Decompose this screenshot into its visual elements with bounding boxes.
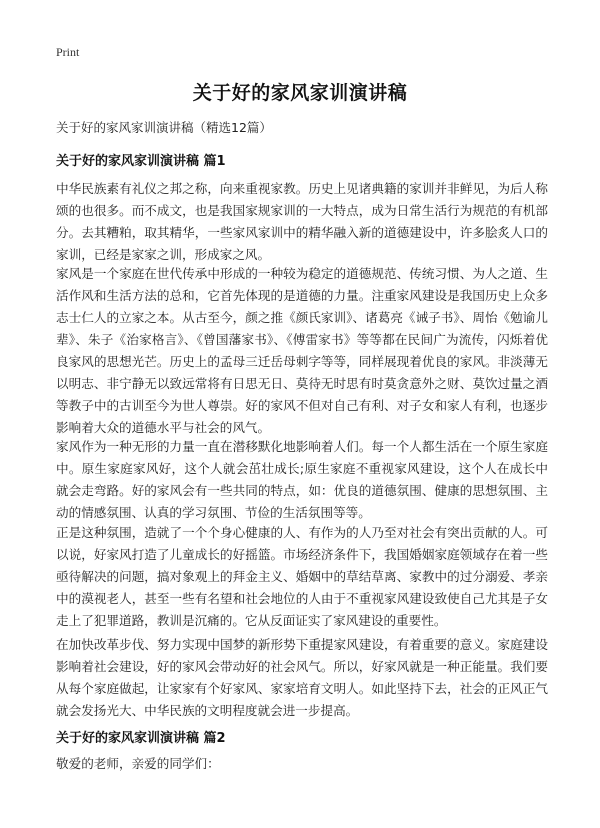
document-title: 关于好的家风家训演讲稿 [192,82,408,104]
paragraph: 敬爱的老师，亲爱的同学们： [56,756,220,771]
paragraph: 家风是一个家庭在世代传承中形成的一种较为稳定的道德规范、传统习惯、为人之道、生活作风和生活方法的总和，它首先体现的是道德的力量。注重家风建设是我国历史上众多志士仁人的立家之本。从古至今，颜之推《颜氏家训》、诸葛亮《诫子书》、周怡《勉谕儿辈》、朱子《治家格言》、《曾国藩家书》、《傅雷家书》等等都在民间广为流传，闪烁着优良家风的思想光芒。历史上的孟母三迁岳母刺字等等，同样展现着优良的家风。非淡薄无以明志、非宁静无以致远常将有日思无日、莫待无时思有时莫贪意外之财、莫饮过量之酒等教子中的古训至今为世人尊崇。好的家风不但对自己有利、对子女和家人有利，也逐步影响着大众的道德水平与社会的风气。 [56,266,548,435]
paragraph: 中华民族素有礼仪之邦之称，向来重视家教。历史上见诸典籍的家训并非鲜见，为后人称颂的也很多。而不成文，也是我国家规家训的一大特点，成为日常生活行为规范的有机部分。去其糟粕，取其精华，一些家风家训中的精华融入新的道德建设中，许多脍炙人口的家训，已经是家家之训，形成家之风。 [56,181,548,262]
paragraph: 家风作为一种无形的力量一直在潜移默化地影响着人们。每一个人都生活在一个原生家庭中。原生家庭家风好，这个人就会茁壮成长;原生家庭不重视家风建设，这个人在成长中就会走弯路。好的家风会有一些共同的特点，如：优良的道德氛围、健康的思想氛围、主动的情感氛围、认真的学习氛围、节俭的生活氛围等等。 [56,439,548,520]
section-heading-2: 关于好的家风家训演讲稿 篇2 [56,731,226,746]
document-subtitle: 关于好的家风家训演讲稿（精选12篇） [56,120,272,135]
paragraph: 在加快改革步伐、努力实现中国梦的新形势下重提家风建设，有着重要的意义。家庭建设影响着社会建设，好的家风会带动好的社会风气。所以，好家风就是一种正能量。我们要从每个家庭做起，让家家有个好家风、家家培育文明人。如此坚持下去，社会的正风正气就会发扬光大、中华民族的文明程度就会进一步提高。 [56,637,548,718]
section-heading-1: 关于好的家风家训演讲稿 篇1 [56,154,226,169]
print-label: Print [56,45,80,59]
paragraph: 正是这种氛围，造就了一个个身心健康的人、有作为的人乃至对社会有突出贡献的人。可以说，好家风打造了儿童成长的好摇篮。市场经济条件下，我国婚姻家庭领域存在着一些亟待解决的问题，搞对象观上的拜金主义、婚姻中的草结草离、家教中的过分溺爱、孝亲中的漠视老人，甚至一些有名望和社会地位的人由于不重视家风建设致使自己尤其是子女走上了犯罪道路，教训是沉痛的。它从反面证实了家风建设的重要性。 [56,525,548,628]
